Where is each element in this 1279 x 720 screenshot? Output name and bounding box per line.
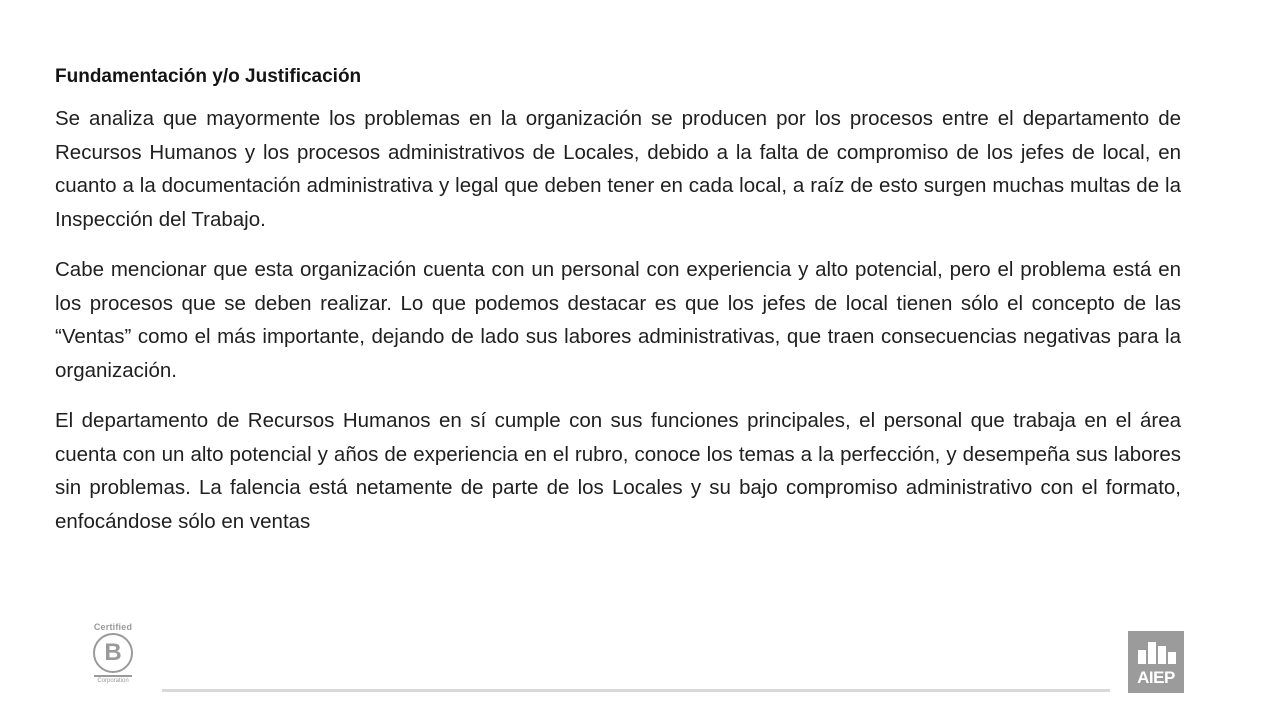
paragraph-2: Cabe mencionar que esta organización cuenta con un personal con experiencia y alto potencial, pero el problema está en los procesos que se deben realizar. Lo que podemos destacar es que los jefes de local tienen sólo el concepto de las “Ventas” como el más importante, dejando de lado sus labores administrativas, que traen consecuencias negativas para la organización. <box>55 258 1181 382</box>
paragraph-1: Se analiza que mayormente los problemas en la organización se producen por los procesos entre el departamento de Recursos Humanos y los procesos administrativos de Locales, debido a la falta de compromiso de los jefes de local, en cuanto a la documentación administrativa y legal que deben tener en cada local, a raíz de esto surgen muchas multas de la Inspección del Trabajo. <box>55 107 1181 231</box>
slide-content <box>55 66 1181 538</box>
bcorp-letter: B <box>104 639 122 666</box>
bcorp-certified-text: Certified <box>93 622 133 632</box>
slide-title: Fundamentación y/o Justificación <box>55 66 362 87</box>
paragraph-3: El departamento de Recursos Humanos en sí cumple con sus funciones principales, el personal que trabaja en el área cuenta con un alto potencial y años de experiencia en el rubro, conoce los temas a la perfección, y desempeña sus labores sin problemas. La falencia está netamente de parte de los Locales y su bajo compromiso administrativo con el formato, enfocándose sólo en ventas <box>55 409 1181 533</box>
bcorp-divider <box>94 675 132 677</box>
aiep-buildings-icon <box>1138 642 1176 664</box>
bcorp-corporation-text: Corporation <box>97 678 129 684</box>
bcorp-logo <box>88 622 138 690</box>
bcorp-circle-icon <box>93 633 133 673</box>
aiep-logo <box>1128 631 1184 693</box>
footer-divider <box>162 689 1110 692</box>
aiep-logo-text: AIEP <box>1137 668 1175 687</box>
